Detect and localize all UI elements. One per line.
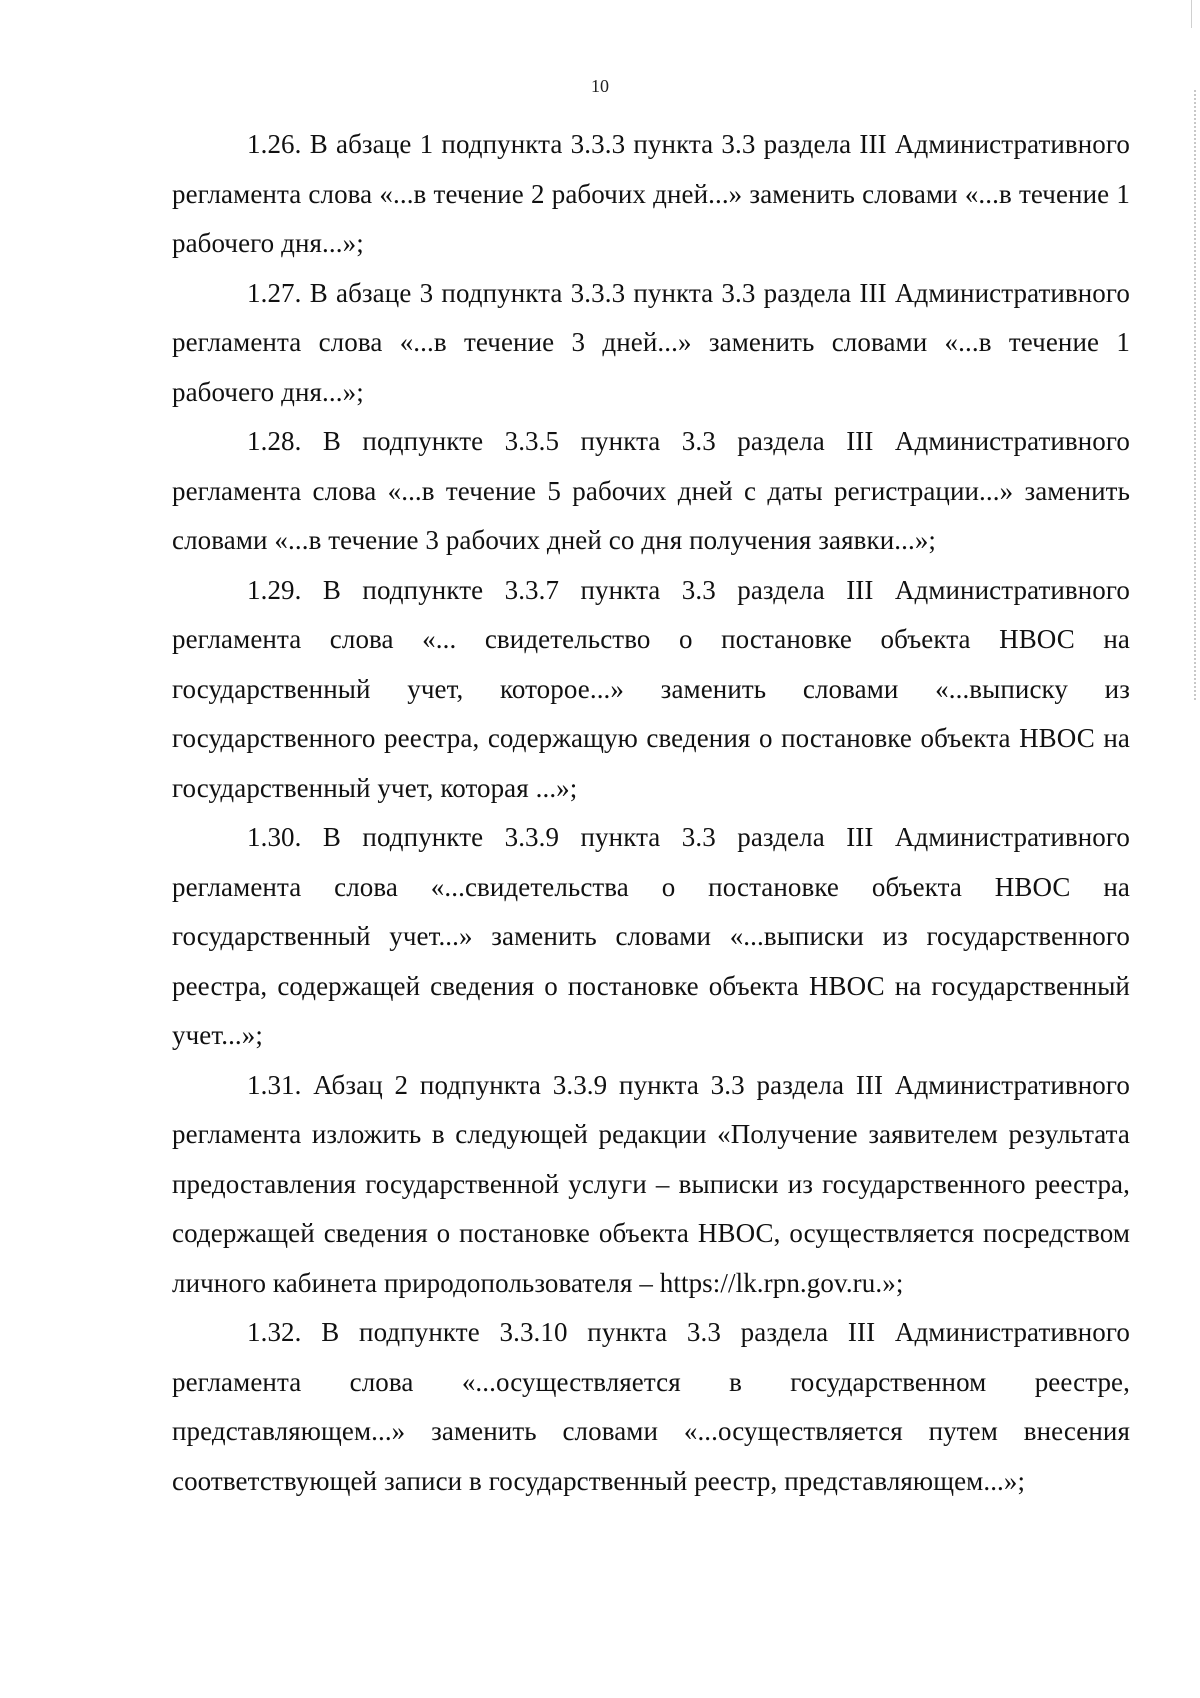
paragraph-1-30: 1.30. В подпункте 3.3.9 пункта 3.3 раздела III Административного регламента слова «...свидетельства о постановке объекта НВОС на государственный учет...» заменить словами «...выписки из государственного реестра, содержащей сведения о постановке объекта НВОС на государственный учет...»; — [172, 822, 1130, 1050]
paragraph-1-32: 1.32. В подпункте 3.3.10 пункта 3.3 раздела III Административного регламента слова «...осуществляется в государственном реестре, представляющем...» заменить словами «...осуществляется путем внесения соответствующей записи в государственный реестр, представляющем...»; — [172, 1317, 1130, 1496]
paragraph-1-26: 1.26. В абзаце 1 подпункта 3.3.3 пункта 3.3 раздела III Административного регламента слова «...в течение 2 рабочих дней...» заменить словами «...в течение 1 рабочего дня...»; — [172, 129, 1130, 258]
scan-edge-dots — [1192, 90, 1196, 700]
paragraph-1-28: 1.28. В подпункте 3.3.5 пункта 3.3 раздела III Административного регламента слова «...в течение 5 рабочих дней с даты регистрации...» заменить словами «...в течение 3 рабочих дней со дня получения заявки...»; — [172, 426, 1130, 555]
paragraph-1-31: 1.31. Абзац 2 подпункта 3.3.9 пункта 3.3 раздела III Административного регламента изложить в следующей редакции «Получение заявителем результата предоставления государственной услуги – выписки из государственного реестра, содержащей сведения о постановке объекта НВОС, осуществляется посредством личного кабинета природопользователя – https://lk.rpn.gov.ru.»; — [172, 1069, 1130, 1298]
page-number: 10 — [591, 76, 609, 96]
document-body — [172, 120, 1130, 1506]
scan-edge-mark — [1185, 0, 1192, 28]
paragraph-1-27: 1.27. В абзаце 3 подпункта 3.3.3 пункта 3.3 раздела III Административного регламента слова «...в течение 3 дней...» заменить словами «...в течение 1 рабочего дня...»; — [172, 277, 1130, 407]
paragraph-1-29: 1.29. В подпункте 3.3.7 пункта 3.3 раздела III Административного регламента слова «... свидетельство о постановке объекта НВОС на государственный учет, которое...» заменить словами «...выписку из государственного реестра, содержащую сведения о постановке объекта НВОС на государственный учет, которая ...»; — [172, 574, 1130, 803]
